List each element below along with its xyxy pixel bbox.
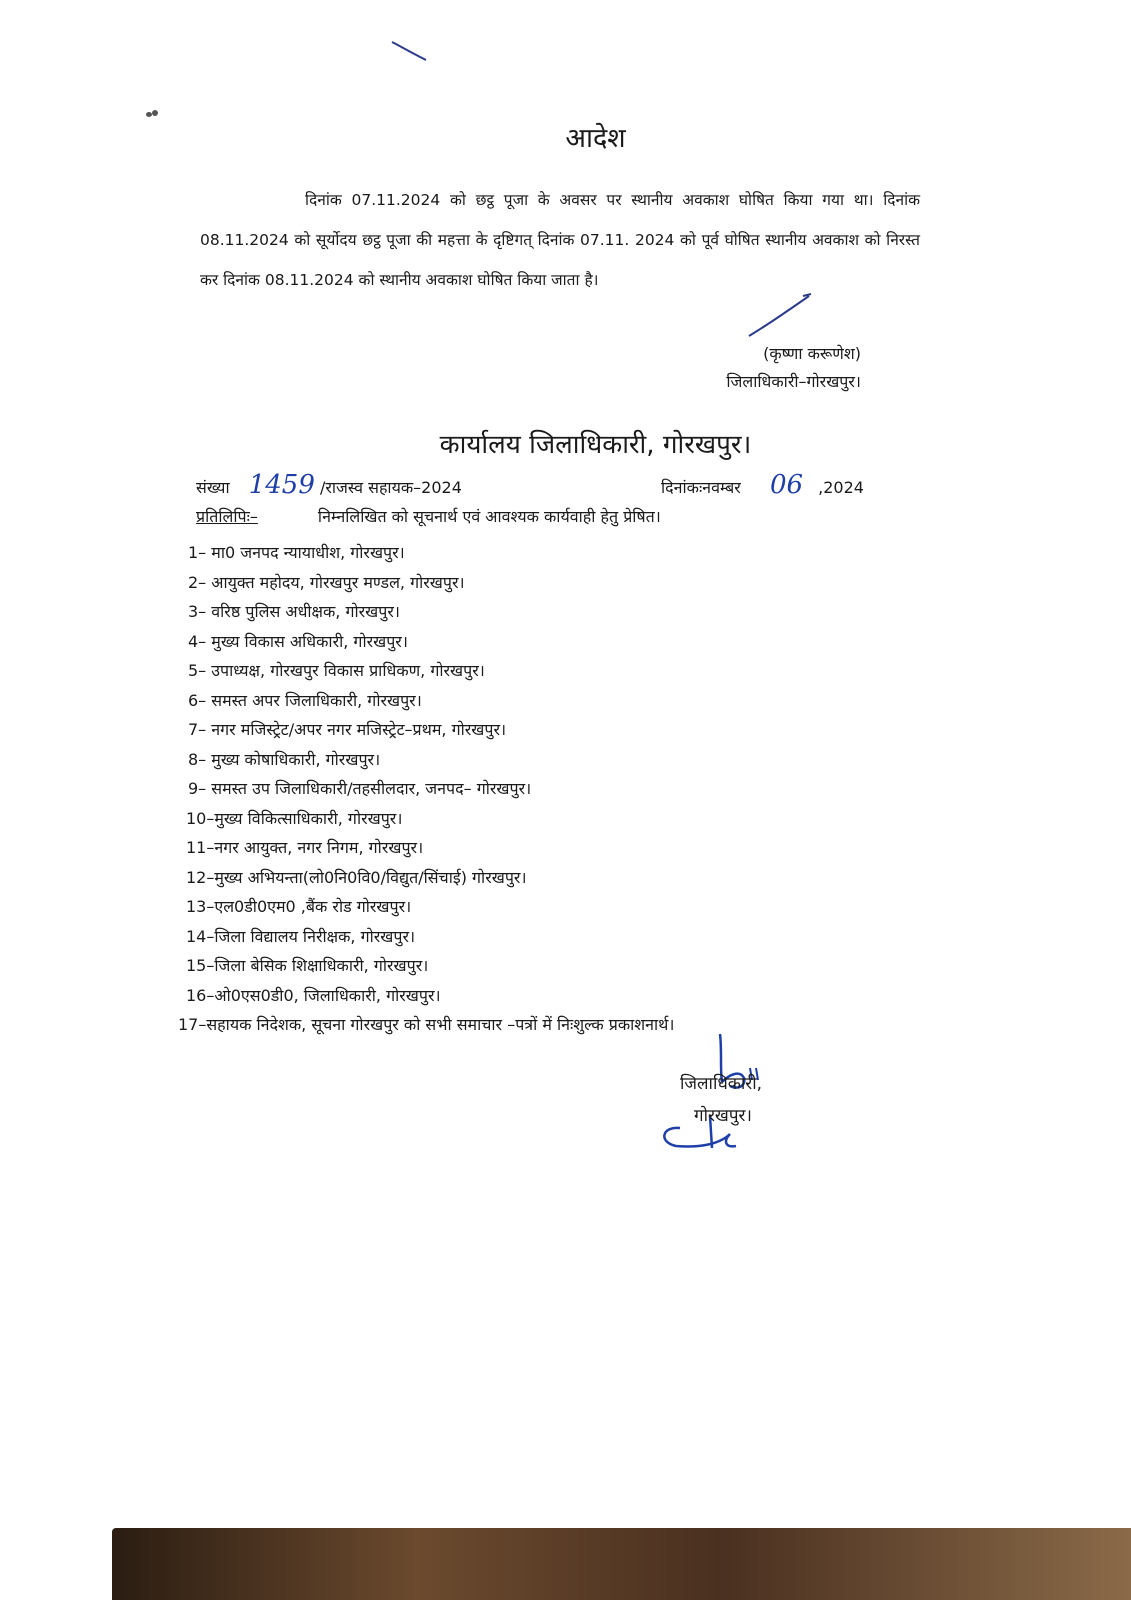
reference-line bbox=[196, 470, 921, 500]
copy-text: निम्नलिखित को सूचनार्थ एवं आवश्यक कार्यवाही हेतु प्रेषित। bbox=[317, 507, 661, 526]
list-item: 17–सहायक निदेशक, सूचना गोरखपुर को सभी समाचार –पत्रों में निःशुल्क प्रकाशनार्थ। bbox=[178, 1015, 675, 1034]
list-item: 7– नगर मजिस्ट्रेट/अपर नगर मजिस्ट्रेट–प्रथम, गोरखपुर। bbox=[188, 720, 507, 739]
list-item: 4– मुख्य विकास अधिकारी, गोरखपुर। bbox=[188, 631, 408, 651]
list-item: 15–जिला बेसिक शिक्षाधिकारी, गोरखपुर। bbox=[186, 956, 429, 975]
order-paragraph-text: दिनांक 07.11.2024 को छट्ठ पूजा के अवसर पर स्थानीय अवकाश घोषित किया गया था। दिनांक 08.11.2024 को सूर्योदय छट्ठ पूजा की महत्ता के दृष्टिगत् दिनांक 07.11. 2024 को पूर्व घोषित स्थानीय अवकाश को निरस्त कर दिनांक 08.11.2024 को स्थानीय अवकाश घोषित किया जाता है। bbox=[200, 191, 920, 289]
list-item: 14–जिला विद्यालय निरीक्षक, गोरखपुर। bbox=[186, 926, 416, 946]
list-item: 2– आयुक्त महोदय, गोरखपुर मण्डल, गोरखपुर। bbox=[188, 572, 465, 592]
copy-label: प्रतिलिपिः– bbox=[196, 507, 258, 526]
date-label: दिनांकःनवम्बर bbox=[661, 478, 741, 497]
closing-designation: जिलाधिकारी, bbox=[680, 1074, 763, 1094]
scan-edge-strip bbox=[112, 1528, 1131, 1600]
order-signature-block bbox=[726, 340, 861, 396]
list-item: 16–ओ0एस0डी0, जिलाधिकारी, गोरखपुर। bbox=[186, 985, 441, 1005]
list-item: 11–नगर आयुक्त, नगर निगम, गोरखपुर। bbox=[186, 838, 424, 857]
list-item: 12–मुख्य अभियन्ता(लो0नि0वि0/विद्युत/सिंचाई) गोरखपुर। bbox=[186, 867, 527, 887]
handwritten-date-day: 06 bbox=[769, 470, 804, 500]
list-item: 10–मुख्य विकित्साधिकारी, गोरखपुर। bbox=[186, 808, 403, 828]
handwritten-number: 1459 bbox=[248, 470, 315, 500]
number-label: संख्या bbox=[196, 478, 230, 497]
copy-line bbox=[196, 505, 661, 527]
closing-signature-block bbox=[680, 1068, 762, 1132]
list-item: 13–एल0डी0एम0 ,बैंक रोड गोरखपुर। bbox=[186, 897, 412, 916]
office-heading: कार्यालय जिलाधिकारी, गोरखपुर। bbox=[439, 430, 752, 460]
date-field bbox=[661, 470, 864, 500]
list-item: 1– मा0 जनपद न्यायाधीश, गोरखपुर। bbox=[188, 543, 405, 562]
closing-place: गोरखपुर। bbox=[694, 1106, 752, 1126]
order-title: आदेश bbox=[565, 123, 626, 154]
signatory-name: (कृष्णा करूणेश) bbox=[763, 344, 861, 363]
list-item: 6– समस्त अपर जिलाधिकारी, गोरखपुर। bbox=[188, 690, 422, 710]
list-item: 3– वरिष्ठ पुलिस अधीक्षक, गोरखपुर। bbox=[188, 602, 400, 621]
list-item: 8– मुख्य कोषाधिकारी, गोरखपुर। bbox=[188, 749, 381, 769]
number-suffix: /राजस्व सहायक–2024 bbox=[319, 478, 462, 497]
list-item: 5– उपाध्यक्ष, गोरखपुर विकास प्राधिकण, गोरखपुर। bbox=[188, 661, 485, 680]
recipient-list bbox=[178, 538, 908, 1040]
signatory-designation: जिलाधिकारी–गोरखपुर। bbox=[726, 372, 861, 391]
pen-stroke-mark bbox=[390, 38, 430, 64]
date-year: ,2024 bbox=[818, 478, 864, 497]
list-item: 9– समस्त उप जिलाधिकारी/तहसीलदार, जनपद– गोरखपुर। bbox=[188, 779, 532, 798]
signature-stroke bbox=[745, 290, 815, 340]
order-paragraph bbox=[200, 180, 920, 300]
